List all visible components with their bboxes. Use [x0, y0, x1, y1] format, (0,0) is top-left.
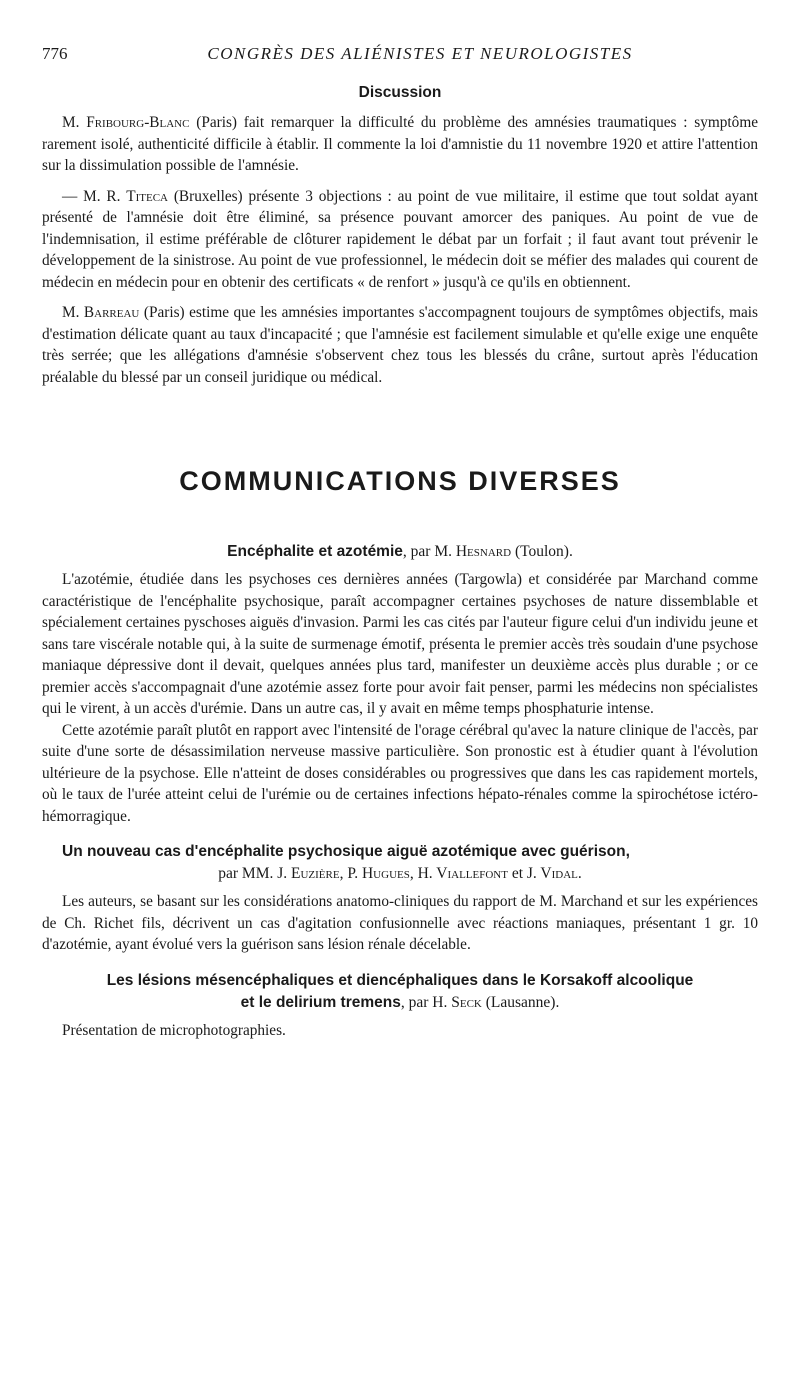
discussion-paragraph-titeca	[42, 186, 758, 294]
author-names: Euzière, P. Hugues, H. Viallefont	[291, 865, 508, 882]
paragraph-lead: M.	[62, 304, 84, 321]
discussion-paragraph-fribourg	[42, 112, 758, 177]
communication-title-bold: Les lésions mésencéphaliques et diencéphaliques dans le Korsakoff alcoolique	[106, 971, 694, 989]
discussion-heading: Discussion	[358, 84, 442, 101]
communication-title-bold: Un nouveau cas d'encéphalite psychosique aiguë azotémique avec guérison,	[62, 843, 630, 860]
paragraph-text: (Paris) estime que les amnésies importantes s'accompagnent toujours de symptômes objectifs, mais d'estimation délicate quant au taux d'incapacité ; que l'amnésie est facilement simulable et qu'elle exige une enquête très serrée; que les allégations d'amnésie s'observent chez tous les blessés du crâne, surtout après l'éducation préalable du blessé par un conseil juridique ou médical.	[42, 304, 758, 386]
communication-title-euziere	[42, 841, 758, 885]
title-and: et	[507, 865, 527, 882]
running-head	[42, 44, 758, 68]
paragraph-lead: M.	[62, 114, 87, 131]
title-by: par MM. J.	[218, 865, 292, 882]
author-name: Seck	[451, 993, 482, 1011]
running-title: CONGRÈS DES ALIÉNISTES ET NEUROLOGISTES	[207, 44, 633, 63]
communication-title-hesnard	[42, 541, 758, 563]
speaker-name: Fribourg-Blanc	[86, 114, 190, 131]
communication-title-bold: Encéphalite et azotémie	[227, 543, 403, 560]
page-number: 776	[42, 44, 68, 63]
communication-title-bold: et le delirium tremens	[240, 993, 401, 1011]
speaker-name: Barreau	[83, 304, 140, 321]
speaker-name: Titeca	[126, 187, 168, 205]
title-by: , par M.	[402, 543, 456, 560]
communication-paragraph: Présentation de microphotographies.	[62, 1021, 286, 1039]
discussion-paragraph-barreau	[42, 302, 758, 388]
communication-paragraph: Cette azotémie paraît plutôt en rapport avec l'intensité de l'orage cérébral qu'avec la nature clinique de l'accès, par suite d'une sorte de désassimilation nerveuse massive particulière. Son pronostic est à étudier quant à l'évolution ultérieure de la psychose. Elle n'atteint de doses considérables ou progressives que dans les cas rapidement mortels, où le taux de l'urée atteint celui de l'urémie ou de certaines infections hépato-rénales comme la spirochétose ictéro-hémorragique.	[42, 721, 758, 825]
author-place: (Toulon).	[511, 543, 573, 560]
section-heading: COMMUNICATIONS DIVERSES	[179, 466, 621, 496]
title-by: , par H.	[400, 993, 452, 1011]
author-name: J. Vidal.	[526, 865, 582, 882]
communication-paragraph: L'azotémie, étudiée dans les psychoses ces dernières années (Targowla) et considérée par Marchand comme caractéristique de l'encéphalite psychosique, paraît accompagner certaines psychoses de nature dissemblable et spécialement certaines pyschoses aiguës d'invasion. Parmi les cas cités par l'auteur figure celui d'un individu jeune et sans tare viscérale notable qui, à la suite de surmenage émotif, présenta le premier accès très soudain d'une psychose maniaque dépressive dont il devait, quelques années plus tard, manifester un deuxième accès plus durable ; or ce premier accès s'accompagnait d'une azotémie assez forte pour avoir fait penser, parmi les médecins non spécialistes qui le virent, à un accès d'urémie. Dans un autre cas, il y avait en même temps phosphaturie intense.	[42, 571, 758, 717]
author-place: (Lausanne).	[481, 993, 560, 1011]
communication-title-line2	[42, 863, 758, 885]
page-content	[42, 84, 758, 1041]
author-name: Hesnard	[455, 543, 512, 560]
paragraph-text: (Bruxelles) présente 3 objections : au point de vue militaire, il estime que tout soldat ayant présenté de l'amnésie doit être éliminé, sa présence pouvant amorcer des paniques. Au point de vue de l'indemnisation, il estime préférable de clôturer rapidement le débat par un forfait ; il faut avant tout prévenir le développement de la sinistrose. Au point de vue professionnel, le médecin doit se méfier des malades qui courent de médecin en médecin pour en obtenir des certificats « de renfort » jusqu'à ce qu'ils en obtiennent.	[42, 187, 758, 291]
paragraph-text: (Paris) fait remarquer la difficulté du problème des amnésies traumatiques : symptôme rarement isolé, authenticité difficile à établir. Il commente la loi d'amnistie du 11 novembre 1920 et attire l'attention sur la dissimulation possible de l'amnésie.	[42, 114, 759, 174]
communication-title-seck	[42, 970, 758, 1014]
paragraph-lead: — M. R.	[62, 187, 127, 205]
communication-paragraph: Les auteurs, se basant sur les considérations anatomo-cliniques du rapport de M. Marchand et sur les expériences de Ch. Richet fils, décrivent un cas d'agitation confusionnelle avec réactions maniaques, présentant 1 gr. 10 d'azotémie, ayant évolué vers la guérison sans lésion rénale décelable.	[42, 893, 758, 953]
